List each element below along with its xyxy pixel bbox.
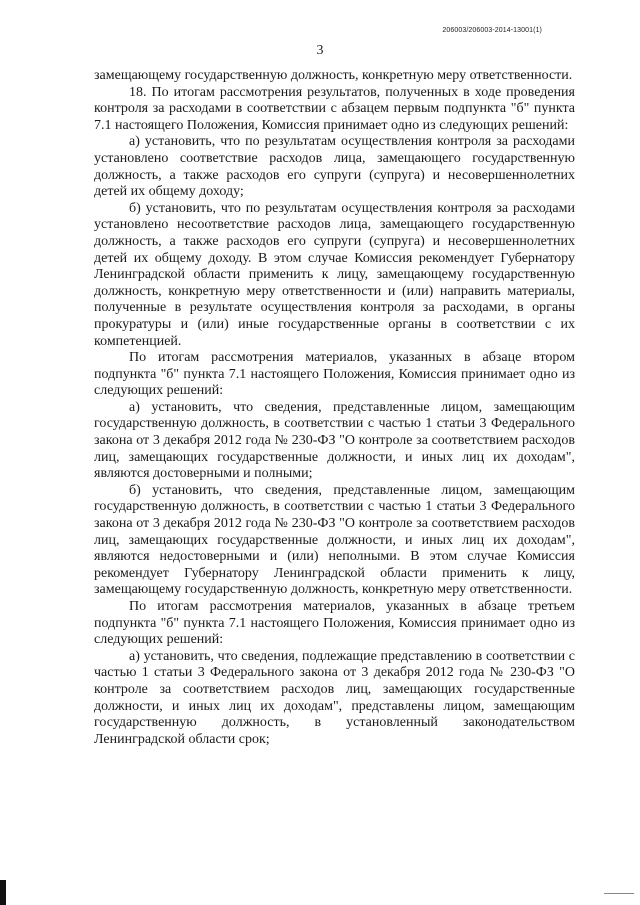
document-body — [94, 68, 575, 748]
paragraph-continuation: замещающему государственную должность, конкретную меру ответственности. — [94, 68, 573, 83]
paragraph-second-abzac-sub-a: а) установить, что сведения, представленные лицом, замещающим государственную должность, в соответствии с частью 1 статьи 3 Федерального закона от 3 декабря 2012 года № 230-ФЗ "О контроле за соответствием расходов лиц, замещающих государственные должности, и иных лиц их доходам", являются достоверными и полными; — [94, 399, 575, 482]
paragraph-18-sub-b: б) установить, что по результатам осуществления контроля за расходами установлено несоответствие расходов лица, замещающего государственную должность, а также расходов его супруги (супруга) и несовершеннолетних детей их общему доходу. В этом случае Комиссия рекомендует Губернатору Ленинградской области применить к лицу, замещающему государственную должность, конкретную меру ответственности и (или) направить материалы, полученные в результате осуществления контроля за расходами, в органы прокуратуры и (или) иные государственные органы в соответствии с их компетенцией. — [94, 200, 575, 349]
paragraph-18-sub-a: а) установить, что по результатам осуществления контроля за расходами установлено соответствие расходов лица, замещающего государственную должность, а также расходов его супруги (супруга) и несовершеннолетних детей их общему доходу; — [94, 134, 575, 200]
page-number: 3 — [316, 43, 324, 58]
paragraph-third-abzac-sub-a: а) установить, что сведения, подлежащие представлению в соответствии с частью 1 статьи 3 Федерального закона от 3 декабря 2012 года № 230-ФЗ "О контроле за соответствием расходов лиц, замещающих государственные должности, и иных лиц их доходам", представлены лицом, замещающим государственную должность, в установленный законодательством Ленинградской области срок; — [94, 648, 575, 747]
scan-edge-mark — [0, 880, 6, 905]
document-code: 206003/206003-2014-13001(1) — [442, 27, 542, 34]
paragraph-item-18: 18. По итогам рассмотрения результатов, полученных в ходе проведения контроля за расходами в соответствии с абзацем первым подпункта "б" пункта 7.1 настоящего Положения, Комиссия принимает одно из следующих решений: — [94, 84, 575, 133]
paragraph-second-abzac-intro: По итогам рассмотрения материалов, указанных в абзаце втором подпункта "б" пункта 7.1 настоящего Положения, Комиссия принимает одно из следующих решений: — [94, 350, 575, 399]
paragraph-second-abzac-sub-b: б) установить, что сведения, представленные лицом, замещающим государственную должность, в соответствии с частью 1 статьи 3 Федерального закона от 3 декабря 2012 года № 230-ФЗ "О контроле за соответствием расходов лиц, замещающих государственные должности, и иных лиц их доходам", являются недостоверными и (или) неполными. В этом случае Комиссия рекомендует Губернатору Ленинградской области применить к лицу, замещающему государственную должность, конкретную меру ответственности. — [94, 482, 575, 598]
scan-mark — [604, 893, 634, 894]
paragraph-third-abzac-intro: По итогам рассмотрения материалов, указанных в абзаце третьем подпункта "б" пункта 7.1 настоящего Положения, Комиссия принимает одно из следующих решений: — [94, 599, 575, 648]
